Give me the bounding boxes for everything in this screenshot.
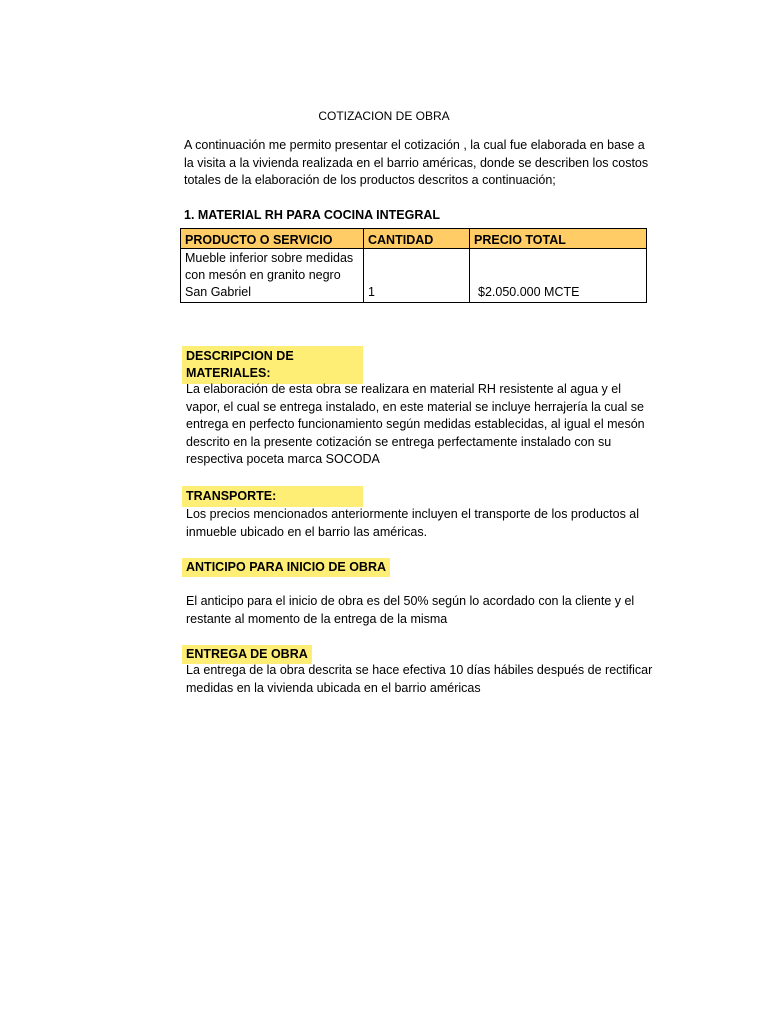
column-header-total-price: PRECIO TOTAL bbox=[470, 229, 647, 249]
section-heading-material: 1. MATERIAL RH PARA COCINA INTEGRAL bbox=[184, 208, 441, 222]
anticipo-paragraph: El anticipo para el inicio de obra es del 50% según lo acordado con la cliente y el restante al momento de la entrega de la misma bbox=[186, 594, 635, 626]
entrega-paragraph: La entrega de la obra descrita se hace efectiva 10 días hábiles después de rectificar medidas en la vivienda ubicada en el barrio américas bbox=[186, 663, 653, 695]
quote-table bbox=[180, 228, 647, 303]
table-header-row bbox=[181, 229, 647, 249]
entrega-heading: ENTREGA DE OBRA bbox=[182, 645, 312, 664]
transporte-heading: TRANSPORTE: bbox=[182, 486, 363, 507]
anticipo-heading: ANTICIPO PARA INICIO DE OBRA bbox=[182, 558, 390, 577]
transporte-paragraph: Los precios mencionados anteriormente incluyen el transporte de los productos al inmueble ubicado en el barrio las américas. bbox=[186, 507, 640, 539]
column-header-product: PRODUCTO O SERVICIO bbox=[181, 229, 364, 249]
cell-quantity: 1 bbox=[364, 249, 470, 303]
intro-paragraph: A continuación me permito presentar el cotización , la cual fue elaborada en base a la visita a la vivienda realizada en el barrio américas, donde se describen los costos totales de la elaboración de los productos descritos a continuación; bbox=[184, 138, 649, 187]
cell-product: Mueble inferior sobre medidas con mesón en granito negro San Gabriel bbox=[181, 249, 364, 303]
materiales-heading: DESCRIPCION DE MATERIALES: bbox=[182, 346, 363, 384]
cell-total-price: $2.050.000 MCTE bbox=[470, 249, 647, 303]
materiales-paragraph: La elaboración de esta obra se realizara en material RH resistente al agua y el vapor, el cual se entrega instalado, en este material se incluye herrajería la cual se entrega en perfecto funcionamiento según medidas establecidas, al igual el mesón descrito en la presente cotización se entrega perfectamente instalado con su respectiva poceta marca SOCODA bbox=[186, 382, 645, 466]
document-title: COTIZACION DE OBRA bbox=[318, 109, 450, 123]
column-header-quantity: CANTIDAD bbox=[364, 229, 470, 249]
table-row bbox=[181, 249, 647, 303]
